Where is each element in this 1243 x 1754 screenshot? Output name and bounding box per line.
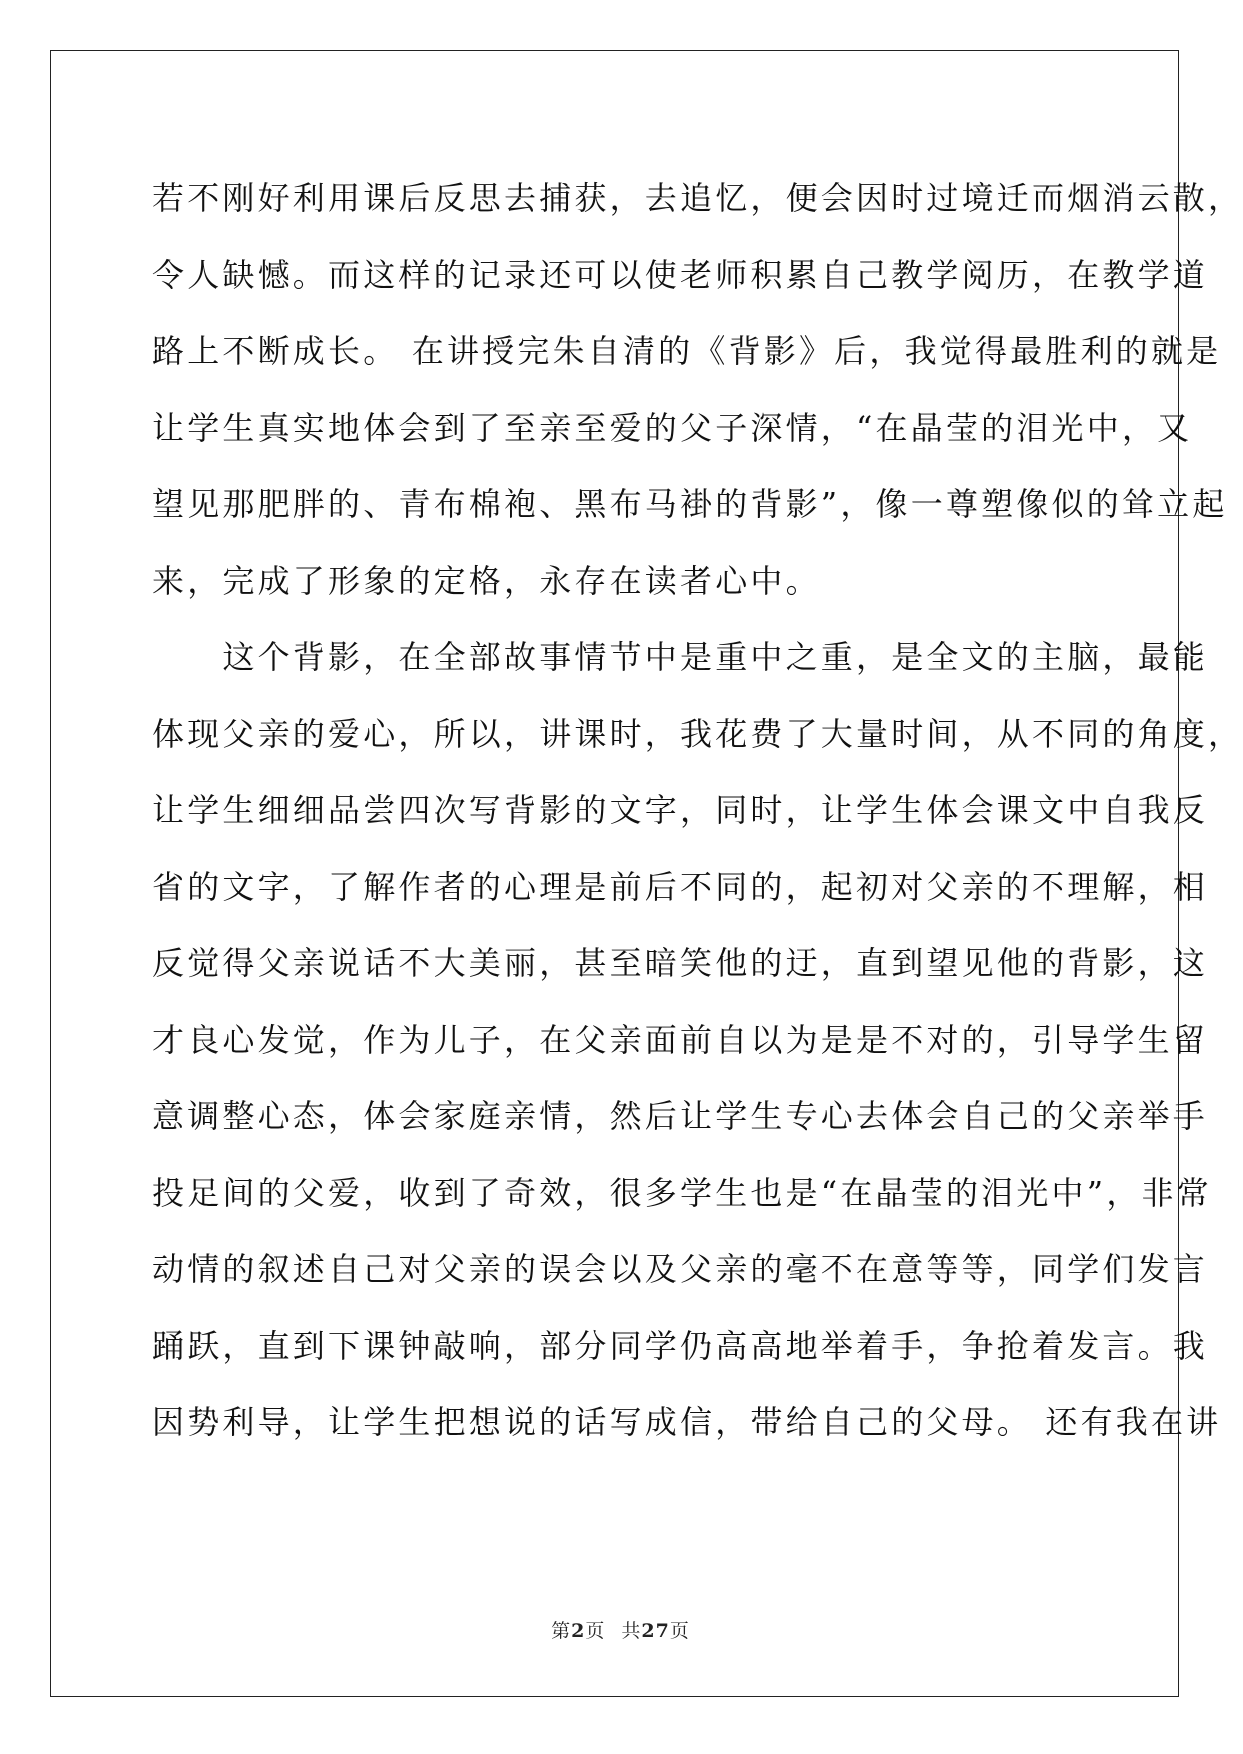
text-line: 路上不断成长。 在讲授完朱自清的《背影》后，我觉得最胜利的就是	[152, 332, 1222, 370]
text-line: 让学生真实地体会到了至亲至爱的父子深情，“在晶莹的泪光中，又	[152, 408, 1193, 447]
page-number: 2	[571, 1620, 586, 1642]
page-number-prefix: 第	[551, 1620, 572, 1642]
document-body	[152, 165, 1243, 1466]
text-line: 反觉得父亲说话不大美丽，甚至暗笑他的迂，直到望见他的背影，这	[152, 944, 1209, 982]
text-line: 踊跃，直到下课钟敲响，部分同学仍高高地举着手，争抢着发言。我	[152, 1326, 1209, 1365]
text-line: 令人缺憾。而这样的记录还可以使老师积累自己教学阅历，在教学道	[152, 255, 1209, 294]
text-line: 因势利导，让学生把想说的话写成信，带给自己的父母。 还有我在讲	[152, 1403, 1222, 1441]
page-footer	[0, 1616, 1241, 1643]
text-line: 体现父亲的爱心，所以，讲课时，我花费了大量时间，从不同的角度，	[152, 714, 1243, 753]
total-pages-prefix: 共	[621, 1620, 642, 1642]
text-line: 让学生细细品尝四次写背影的文字，同时，让学生体会课文中自我反	[152, 791, 1209, 829]
page-number-suffix: 页	[585, 1620, 606, 1642]
text-line: 这个背影，在全部故事情节中是重中之重，是全文的主脑，最能	[152, 638, 1209, 676]
text-line: 省的文字，了解作者的心理是前后不同的，起初对父亲的不理解，相	[152, 867, 1209, 906]
text-line: 意调整心态，体会家庭亲情，然后让学生专心去体会自己的父亲举手	[152, 1097, 1209, 1135]
total-pages-suffix: 页	[669, 1620, 690, 1642]
text-line: 动情的叙述自己对父亲的误会以及父亲的毫不在意等等，同学们发言	[152, 1250, 1209, 1288]
text-line: 若不刚好利用课后反思去捕获，去追忆，便会因时过境迁而烟消云散，	[152, 179, 1243, 217]
text-line: 来，完成了形象的定格，永存在读者心中。	[152, 561, 821, 600]
text-line: 才良心发觉，作为儿子，在父亲面前自以为是是不对的，引导学生留	[152, 1020, 1209, 1059]
text-line: 投足间的父爱，收到了奇效，很多学生也是“在晶莹的泪光中”，非常	[152, 1173, 1212, 1212]
text-line: 望见那肥胖的、青布棉袍、黑布马褂的背影”，像一尊塑像似的耸立起	[152, 485, 1228, 523]
total-pages: 27	[641, 1620, 670, 1642]
